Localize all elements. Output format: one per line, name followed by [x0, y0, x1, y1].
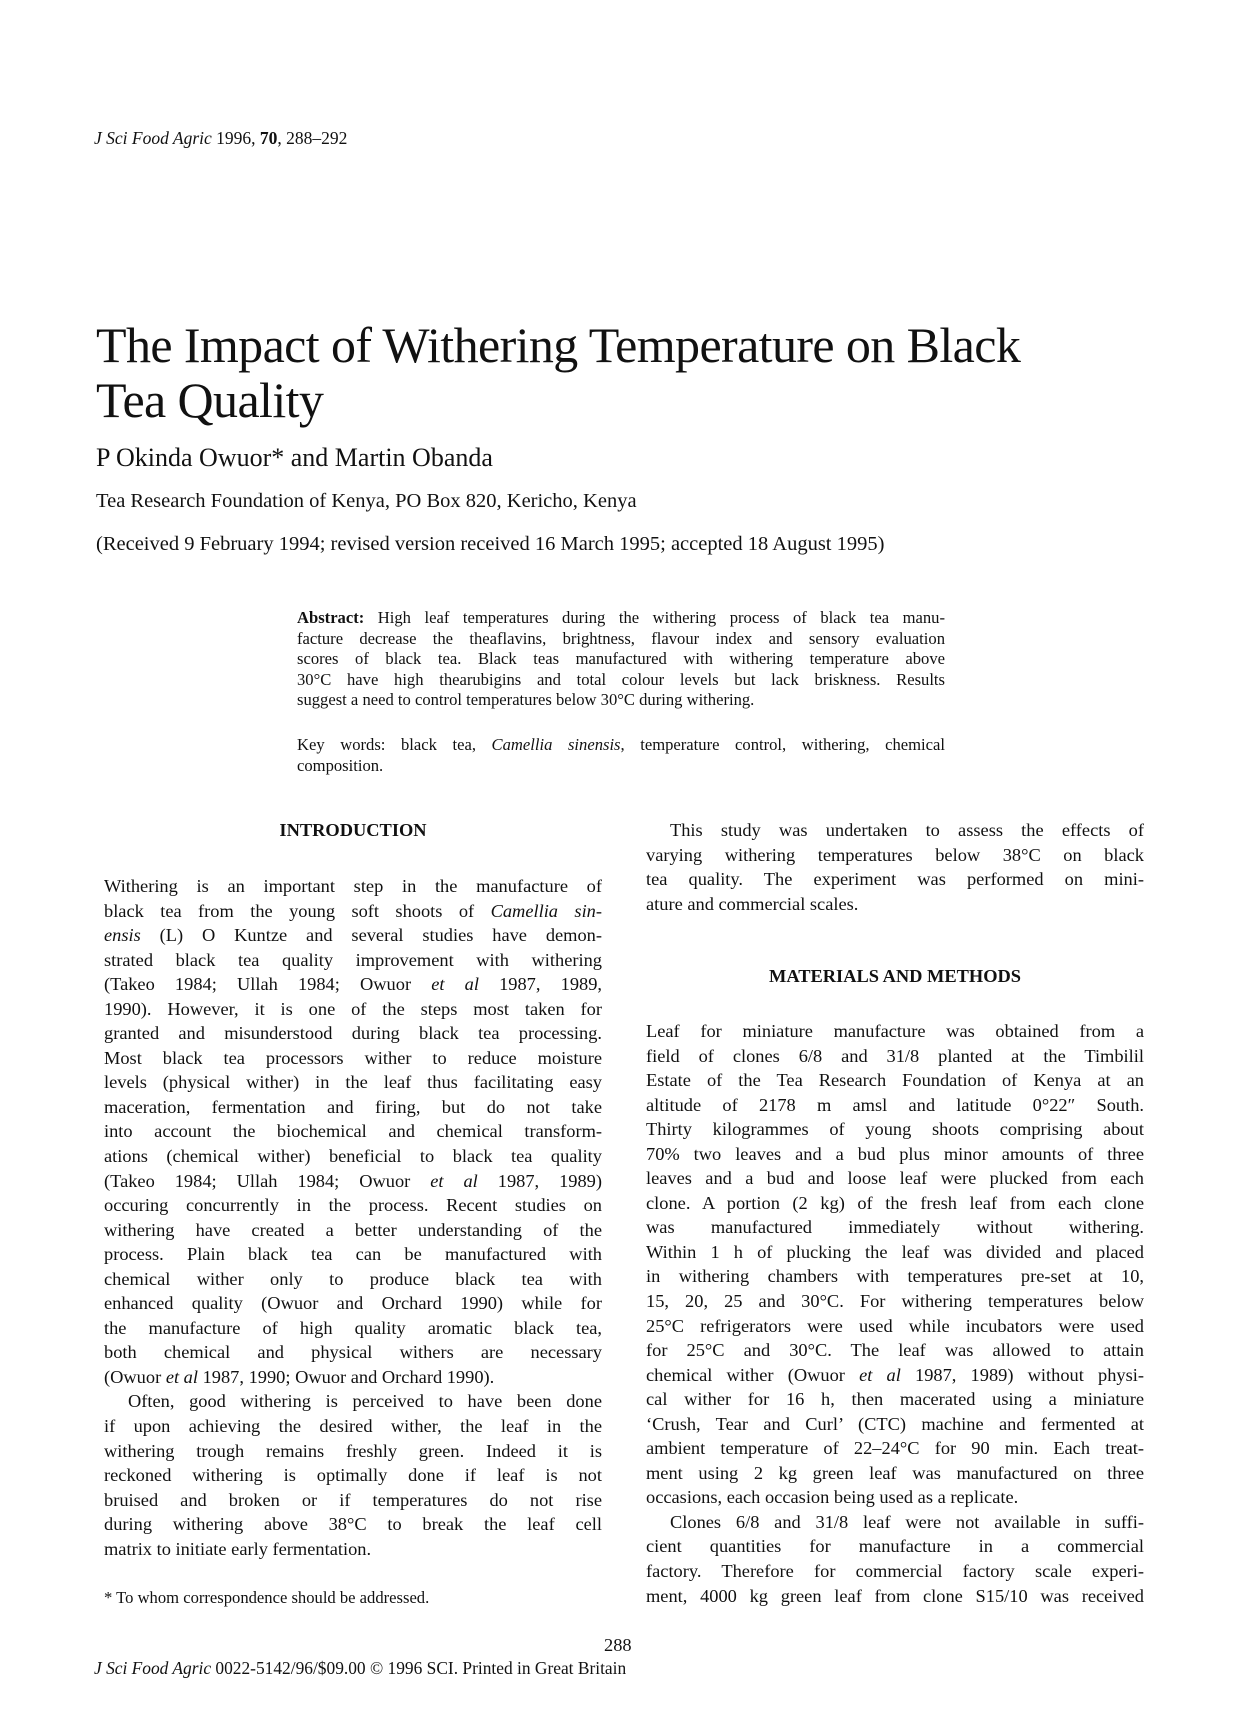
title-line-1: The Impact of Withering Temperature on Black	[96, 317, 1021, 373]
study-paragraph	[646, 818, 1144, 916]
footer	[94, 1658, 626, 1679]
text-line: was manufactured immediately without withering.	[646, 1217, 1144, 1238]
text-line: occuring concurrently in the process. Recent studies on	[104, 1195, 602, 1216]
text-line: tea quality. The experiment was performed on mini-	[646, 869, 1144, 890]
text-line: ‘Crush, Tear and Curl’ (CTC) machine and fermented at	[646, 1413, 1144, 1434]
text-line: (Takeo 1984; Ullah 1984; Owuor et al 1987, 1989)	[104, 1170, 602, 1191]
abstract-label: Abstract:	[297, 608, 365, 627]
text-line: 70% two leaves and a bud plus minor amounts of three	[646, 1143, 1144, 1164]
text-line: This study was undertaken to assess the effects of	[670, 820, 1144, 840]
text-line: Within 1 h of plucking the leaf was divided and placed	[646, 1241, 1144, 1262]
abstract-line: 30°C have high thearubigins and total colour levels but lack briskness. Results	[297, 669, 945, 689]
journal-year: 1996,	[216, 128, 256, 148]
text-line: Most black tea processors wither to reduce moisture	[104, 1047, 602, 1068]
text-line: ment using 2 kg green leaf was manufactured on three	[646, 1462, 1144, 1483]
text-line: black tea from the young soft shoots of Camellia sin-	[104, 900, 602, 921]
text-line: factory. Therefore for commercial factory scale experi-	[646, 1561, 1144, 1582]
text-line: if upon achieving the desired wither, the leaf in the	[104, 1416, 602, 1437]
text-line: levels (physical wither) in the leaf thus facilitating easy	[104, 1072, 602, 1093]
abstract-line: High leaf temperatures during the withering process of black tea manu-	[364, 608, 945, 627]
text-line: for 25°C and 30°C. The leaf was allowed to attain	[646, 1340, 1144, 1361]
paper-title	[96, 318, 1096, 428]
footnote: * To whom correspondence should be addressed.	[104, 1588, 430, 1607]
footer-journal: J Sci Food Agric	[94, 1658, 212, 1678]
text-line: field of clones 6/8 and 31/8 planted at the Timbilil	[646, 1045, 1144, 1066]
text-line: process. Plain black tea can be manufactured with	[104, 1244, 602, 1265]
text-line: reckoned withering is optimally done if leaf is not	[104, 1465, 602, 1486]
text-line: (Takeo 1984; Ullah 1984; Owuor et al 1987, 1989,	[104, 974, 602, 995]
text-line: altitude of 2178 m amsl and latitude 0°22″ South.	[646, 1094, 1144, 1115]
text-line: the manufacture of high quality aromatic black tea,	[104, 1317, 602, 1338]
text-line: Withering is an important step in the manufacture of	[104, 876, 602, 896]
section-heading-materials-methods: MATERIALS AND METHODS	[768, 966, 1022, 986]
text-line: bruised and broken or if temperatures do not rise	[104, 1489, 602, 1510]
text-line: chemical wither (Owuor et al 1987, 1989) without physi-	[646, 1364, 1144, 1385]
text-line: Clones 6/8 and 31/8 leaf were not available in suffi-	[670, 1511, 1144, 1532]
text-line: varying withering temperatures below 38°C on black	[646, 844, 1144, 865]
text-line: (Owuor et al 1987, 1990; Owuor and Orchard 1990).	[104, 1366, 495, 1387]
text-line: ambient temperature of 22–24°C for 90 min. Each treat-	[646, 1438, 1144, 1459]
text-line: both chemical and physical withers are necessary	[104, 1342, 602, 1363]
received-dates: (Received 9 February 1994; revised version received 16 March 1995; accepted 18 August 1995)	[96, 533, 885, 555]
text-line: 1990). However, it is one of the steps most taken for	[104, 998, 602, 1019]
text-line: Leaf for miniature manufacture was obtained from a	[646, 1021, 1144, 1041]
section-heading-introduction: INTRODUCTION	[279, 820, 427, 840]
text-line: Estate of the Tea Research Foundation of Kenya at an	[646, 1070, 1144, 1091]
text-line: in withering chambers with temperatures pre-set at 10,	[646, 1266, 1144, 1287]
text-line: Often, good withering is perceived to have been done	[128, 1391, 602, 1412]
text-line: 25°C refrigerators were used while incubators were used	[646, 1315, 1144, 1336]
text-line: chemical wither only to produce black tea with	[104, 1268, 602, 1289]
keywords-text: black tea,	[400, 735, 492, 754]
keywords-species: Camellia sinensis	[491, 735, 621, 754]
text-line: Thirty kilogrammes of young shoots comprising about	[646, 1119, 1144, 1140]
text-line: into account the biochemical and chemical transform-	[104, 1121, 602, 1142]
materials-methods-body	[646, 1019, 1144, 1608]
text-line: matrix to initiate early fermentation.	[104, 1538, 372, 1559]
journal-name: J Sci Food Agric	[94, 128, 212, 148]
journal-volume: 70	[259, 128, 278, 148]
abstract-line: suggest a need to control temperatures below 30°C during withering.	[297, 690, 755, 710]
page-number: 288	[604, 1635, 632, 1655]
title-line-2: Tea Quality	[96, 372, 324, 428]
introduction-body	[104, 874, 602, 1561]
keywords-text: , temperature control, withering, chemical	[620, 735, 945, 754]
running-head	[94, 128, 347, 149]
footer-text: 0022-5142/96/$09.00 © 1996 SCI. Printed in Great Britain	[211, 1658, 627, 1678]
text-line: withering trough remains freshly green. Indeed it is	[104, 1440, 602, 1461]
abstract-line: facture decrease the theaflavins, brightness, flavour index and sensory evaluation	[297, 628, 945, 648]
text-line: ensis (L) O Kuntze and several studies have demon-	[104, 925, 602, 946]
keywords-label: Key words:	[297, 735, 401, 754]
journal-pages: , 288–292	[277, 128, 348, 148]
text-line: leaves and a bud and loose leaf were plucked from each	[646, 1168, 1144, 1189]
text-line: granted and misunderstood during black tea processing.	[104, 1023, 602, 1044]
keywords	[297, 735, 945, 776]
text-line: ature and commercial scales.	[646, 893, 859, 914]
text-line: withering have created a better understanding of the	[104, 1219, 602, 1240]
affiliation: Tea Research Foundation of Kenya, PO Box 820, Kericho, Kenya	[96, 490, 637, 512]
text-line: enhanced quality (Owuor and Orchard 1990) while for	[104, 1293, 602, 1314]
text-line: cient quantities for manufacture in a commercial	[646, 1536, 1144, 1557]
text-line: ations (chemical wither) beneficial to black tea quality	[104, 1146, 602, 1167]
abstract	[297, 608, 945, 711]
text-line: strated black tea quality improvement with withering	[104, 949, 602, 970]
abstract-line: scores of black tea. Black teas manufactured with withering temperature above	[297, 649, 945, 669]
text-line: ment, 4000 kg green leaf from clone S15/10 was received	[646, 1585, 1144, 1606]
text-line: 15, 20, 25 and 30°C. For withering temperatures below	[646, 1291, 1144, 1312]
text-line: clone. A portion (2 kg) of the fresh leaf from each clone	[646, 1192, 1144, 1213]
keywords-text: composition.	[297, 755, 384, 775]
text-line: during withering above 38°C to break the leaf cell	[104, 1514, 602, 1535]
text-line: maceration, fermentation and firing, but do not take	[104, 1096, 602, 1117]
text-line: cal wither for 16 h, then macerated using a miniature	[646, 1389, 1144, 1410]
text-line: occasions, each occasion being used as a replicate.	[646, 1487, 1019, 1508]
authors: P Okinda Owuor* and Martin Obanda	[96, 443, 493, 472]
